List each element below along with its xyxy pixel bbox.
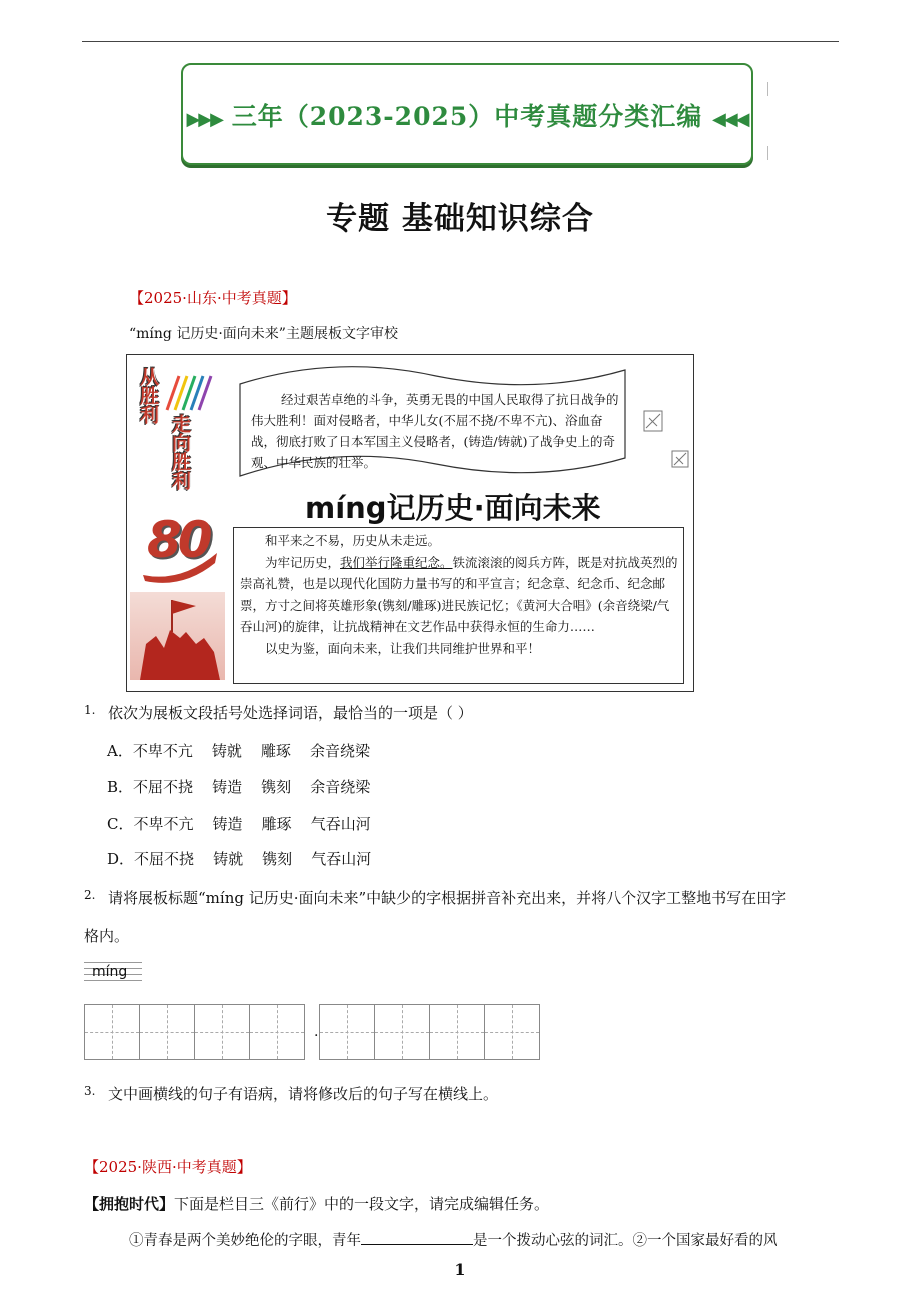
dove-icon <box>643 410 665 436</box>
poster-para-2: 为牢记历史，我们举行隆重纪念。铁流滚滚的阅兵方阵，既是对抗战英烈的崇高礼赞，也是以现代化国防力量书写的和平宣言；纪念章、纪念币、纪念邮票，方寸之间将英雄形象(镌刻/雕琢)进民族记忆；《黄河大合唱》(余音绕梁/气吞山河)的旋律，让抗战精神在文艺作品中获得永恒的生命力…… <box>240 554 678 634</box>
pinyin-label: míng <box>92 964 128 980</box>
tianzige-cell[interactable] <box>484 1004 540 1060</box>
q1-option-b[interactable]: B．不屈不挠 铸造 镌刻 余音绕梁 <box>107 778 371 796</box>
dove-icon <box>671 450 691 470</box>
banner-title <box>181 97 753 133</box>
soldiers-silhouette-icon <box>130 592 225 680</box>
section1-intro: “míng 记历史·面向未来”主题展板文字审校 <box>129 326 398 342</box>
poster-side-text-1: 从胜利 <box>137 367 159 424</box>
poster-para-1: 和平来之不易，历史从未走远。 <box>265 533 441 548</box>
fill-in-blank[interactable] <box>361 1230 473 1245</box>
streak-lines-icon <box>165 372 215 414</box>
underlined-sentence: 我们举行隆重纪念。 <box>340 554 453 570</box>
tianzige-cell[interactable] <box>84 1004 140 1060</box>
tianzige-cell[interactable] <box>249 1004 305 1060</box>
tianzige-cell[interactable] <box>374 1004 430 1060</box>
tianzige-grid-left <box>84 1004 304 1060</box>
poster-side-text-2: 走向胜利 <box>169 414 191 490</box>
q1-option-c[interactable]: C．不卑不亢 铸造 雕琢 气吞山河 <box>107 815 371 833</box>
tianzige-cell[interactable] <box>139 1004 195 1060</box>
poster-text-content <box>240 530 678 659</box>
page-title: 专题 基础知识综合 <box>326 201 594 237</box>
section2-line1: 【拥抱时代】下面是栏目三《前行》中的一段文字，请完成编辑任务。 <box>84 1195 550 1213</box>
poster-title: míng记历史·面向未来 <box>305 491 601 525</box>
q1-option-d[interactable]: D．不屈不挠 铸就 镌刻 气吞山河 <box>107 850 372 868</box>
banner-side-mark <box>767 82 768 96</box>
tianzige-grid-right <box>319 1004 539 1060</box>
q2-text-line1: 请将展板标题“míng 记历史·面向未来”中缺少的字根据拼音补充出来，并将八个汉字工整地书写在田字 <box>108 889 787 907</box>
q2-number: 2. <box>84 888 96 902</box>
banner-text: 三年（2023-2025）中考真题分类汇编 <box>231 102 703 131</box>
section2-line2: ①青春是两个美妙绝伦的字眼，青年 是一个拨动心弦的词汇。②一个国家最好看的风 <box>129 1229 778 1250</box>
tianzige-cell[interactable] <box>194 1004 250 1060</box>
section2-tag: 【2025·陕西·中考真题】 <box>84 1158 252 1176</box>
section1-tag: 【2025·山东·中考真题】 <box>129 289 297 307</box>
q3-number: 3. <box>84 1084 96 1098</box>
q3-text: 文中画横线的句子有语病，请将修改后的句子写在横线上。 <box>108 1085 499 1103</box>
anniversary-emblem <box>141 513 219 583</box>
page-number: 1 <box>454 1260 466 1279</box>
q1-text: 依次为展板文段括号处选择词语，最恰当的一项是（ ） <box>108 704 473 722</box>
right-arrows-icon: ◀◀◀ <box>711 109 748 130</box>
grid-dot: . <box>314 1024 319 1040</box>
left-arrows-icon: ▶▶▶ <box>186 109 222 130</box>
q1-number: 1. <box>84 703 96 717</box>
top-rule <box>82 41 839 42</box>
anniversary-number: 80 <box>147 511 209 569</box>
scroll-paragraph: 经过艰苦卓绝的斗争，英勇无畏的中国人民取得了抗日战争的伟大胜利！面对侵略者，中华儿女(不屈不挠/不卑不亢)、浴血奋战，彻底打败了日本军国主义侵略者，(铸造/铸就)了战争史上的奇观、中华民族的壮举。 <box>251 392 619 470</box>
banner-side-mark <box>767 146 768 160</box>
soldiers-image <box>130 592 225 680</box>
tianzige-cell[interactable] <box>319 1004 375 1060</box>
q1-option-a[interactable]: A．不卑不亢 铸就 雕琢 余音绕梁 <box>107 742 371 760</box>
q2-text-line2: 格内。 <box>84 927 130 945</box>
tianzige-cell[interactable] <box>429 1004 485 1060</box>
poster-para-3: 以史为鉴，面向未来，让我们共同维护世界和平！ <box>265 640 541 656</box>
